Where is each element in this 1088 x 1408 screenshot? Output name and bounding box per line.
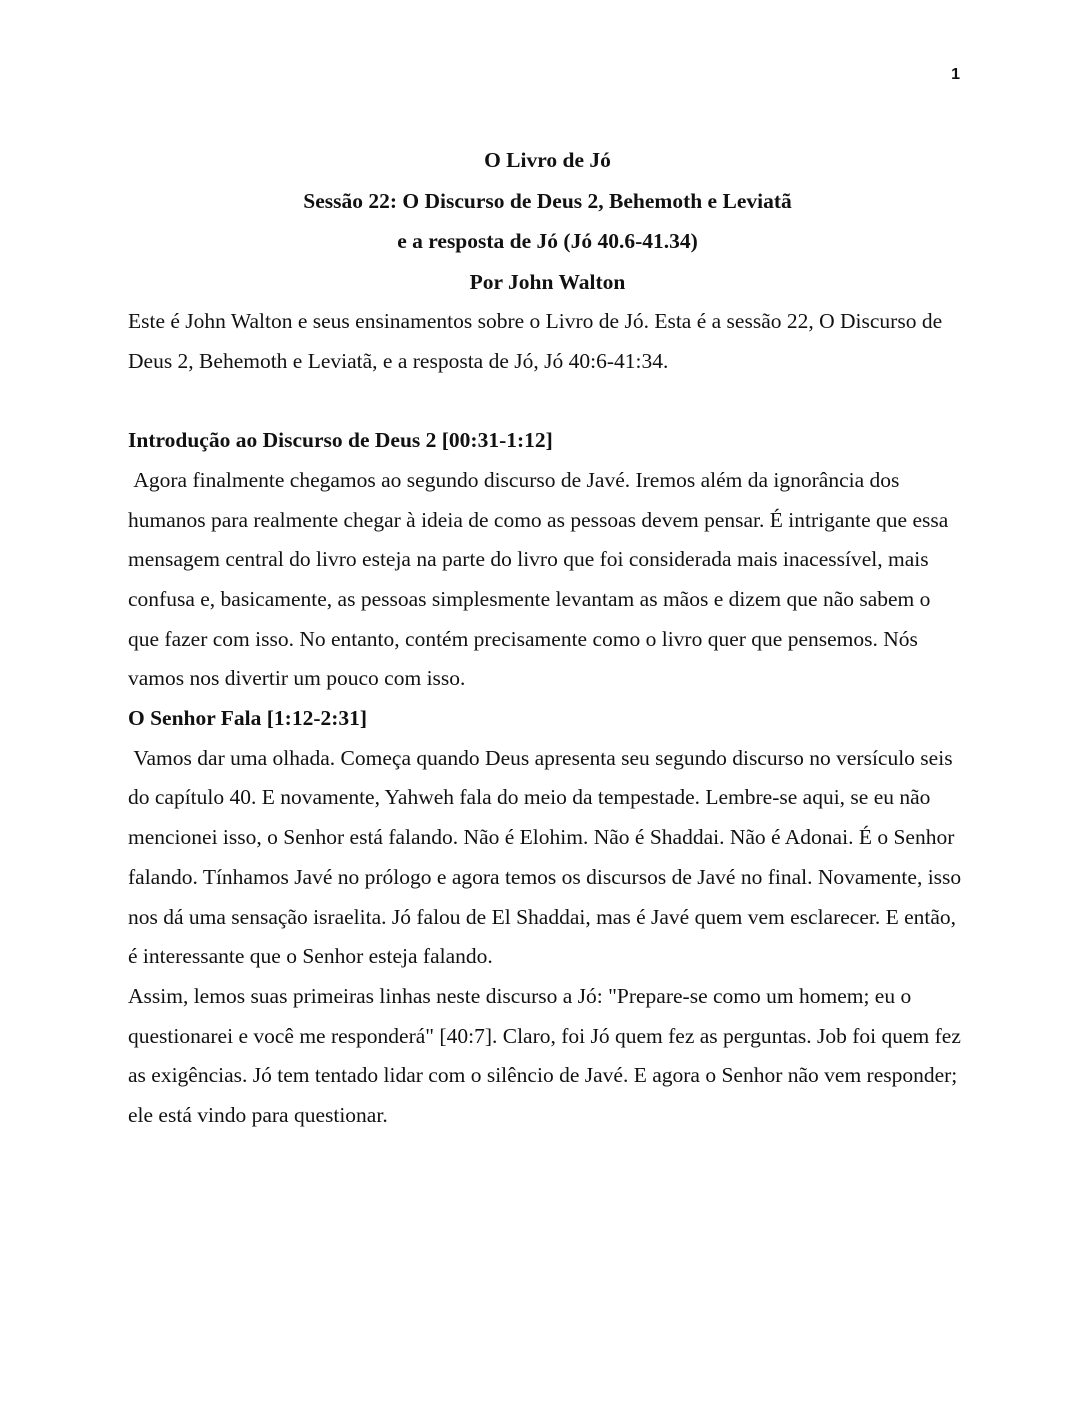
- intro-paragraph: Este é John Walton e seus ensinamentos sobre o Livro de Jó. Esta é a sessão 22, O Discurso de Deus 2, Behemoth e Leviatã, e a resposta de Jó, Jó 40:6-41:34.: [128, 309, 943, 373]
- section-paragraph: Assim, lemos suas primeiras linhas neste discurso a Jó: "Prepare-se como um homem; eu o questionarei e você me responderá" [40:7]. Claro, foi Jó quem fez as perguntas. Job foi quem fez as exigências. Jó tem tentado lidar com o silêncio de Javé. E agora o Senhor não vem responder; ele está vindo para questionar.: [128, 983, 961, 1128]
- document-title: O Livro de Jó: [484, 148, 611, 172]
- blank-line: [128, 381, 963, 421]
- document-body: [128, 140, 967, 1136]
- session-subtitle: e a resposta de Jó (Jó 40.6-41.34): [397, 229, 698, 253]
- section-paragraph: Agora finalmente chegamos ao segundo discurso de Javé. Iremos além da ignorância dos humanos para realmente chegar à ideia de como as pessoas devem pensar. É intrigante que essa mensagem central do livro esteja na parte do livro que foi considerada mais inacessível, mais confusa e, basicamente, as pessoas simplesmente levantam as mãos e dizem que não sabem o que fazer com isso. No entanto, contém precisamente como o livro quer que pensemos. Nós vamos nos divertir um pouco com isso.: [128, 467, 954, 691]
- section-paragraph: Vamos dar uma olhada. Começa quando Deus apresenta seu segundo discurso no versículo seis do capítulo 40. E novamente, Yahweh fala do meio da tempestade. Lembre-se aqui, se eu não mencionei isso, o Senhor está falando. Não é Elohim. Não é Shaddai. Não é Adonai. É o Senhor falando. Tínhamos Javé no prólogo e agora temos os discursos de Javé no final. Novamente, isso nos dá uma sensação israelita. Jó falou de El Shaddai, mas é Javé quem vem esclarecer. E então, é interessante que o Senhor esteja falando.: [128, 745, 967, 969]
- section-heading: O Senhor Fala [1:12-2:31]: [128, 706, 368, 731]
- session-title: Sessão 22: O Discurso de Deus 2, Behemoth e Leviatã: [303, 188, 792, 213]
- section-heading: Introdução ao Discurso de Deus 2 [00:31-1:12]: [128, 428, 553, 453]
- title-block: [132, 140, 963, 302]
- author-line: Por John Walton: [469, 269, 626, 294]
- page-number: 1: [951, 66, 960, 83]
